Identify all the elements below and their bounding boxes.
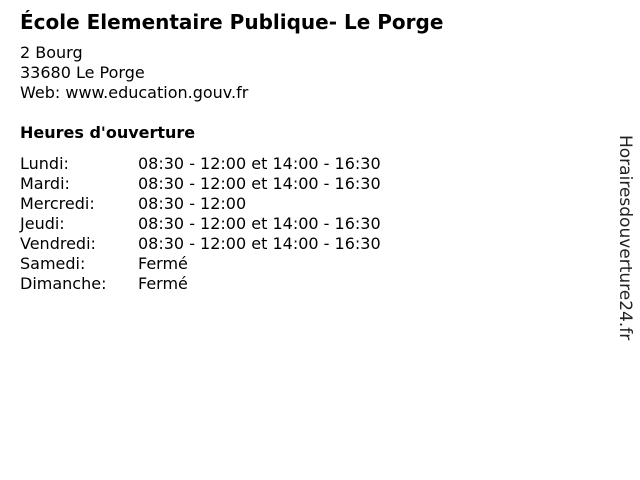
hours-row-tuesday [20, 174, 381, 194]
day-label: Samedi: [20, 254, 86, 273]
day-hours: 08:30 - 12:00 et 14:00 - 16:30 [138, 174, 381, 193]
hours-row-thursday [20, 214, 381, 234]
day-hours: 08:30 - 12:00 et 14:00 - 16:30 [138, 154, 381, 173]
day-label: Lundi: [20, 154, 69, 173]
site-watermark: Horairesdouverture24.fr [615, 135, 635, 341]
hours-row-friday [20, 234, 381, 254]
day-label: Mardi: [20, 174, 70, 193]
day-hours: Fermé [138, 254, 188, 273]
hours-row-wednesday [20, 194, 381, 214]
address-street: 2 Bourg [20, 43, 83, 62]
watermark-container [612, 135, 636, 375]
address-web: Web: www.education.gouv.fr [20, 83, 249, 102]
day-label: Dimanche: [20, 274, 107, 293]
day-label: Jeudi: [20, 214, 65, 233]
hours-row-sunday [20, 274, 381, 294]
hours-table [20, 154, 381, 294]
hours-row-saturday [20, 254, 381, 274]
day-label: Vendredi: [20, 234, 96, 253]
hours-row-monday [20, 154, 381, 174]
address-city: 33680 Le Porge [20, 63, 145, 82]
day-label: Mercredi: [20, 194, 95, 213]
hours-heading: Heures d'ouverture [20, 123, 196, 142]
day-hours: Fermé [138, 274, 188, 293]
day-hours: 08:30 - 12:00 [138, 194, 247, 213]
page-title: École Elementaire Publique- Le Porge [20, 10, 444, 34]
day-hours: 08:30 - 12:00 et 14:00 - 16:30 [138, 234, 381, 253]
address-block [20, 43, 248, 103]
day-hours: 08:30 - 12:00 et 14:00 - 16:30 [138, 214, 381, 233]
